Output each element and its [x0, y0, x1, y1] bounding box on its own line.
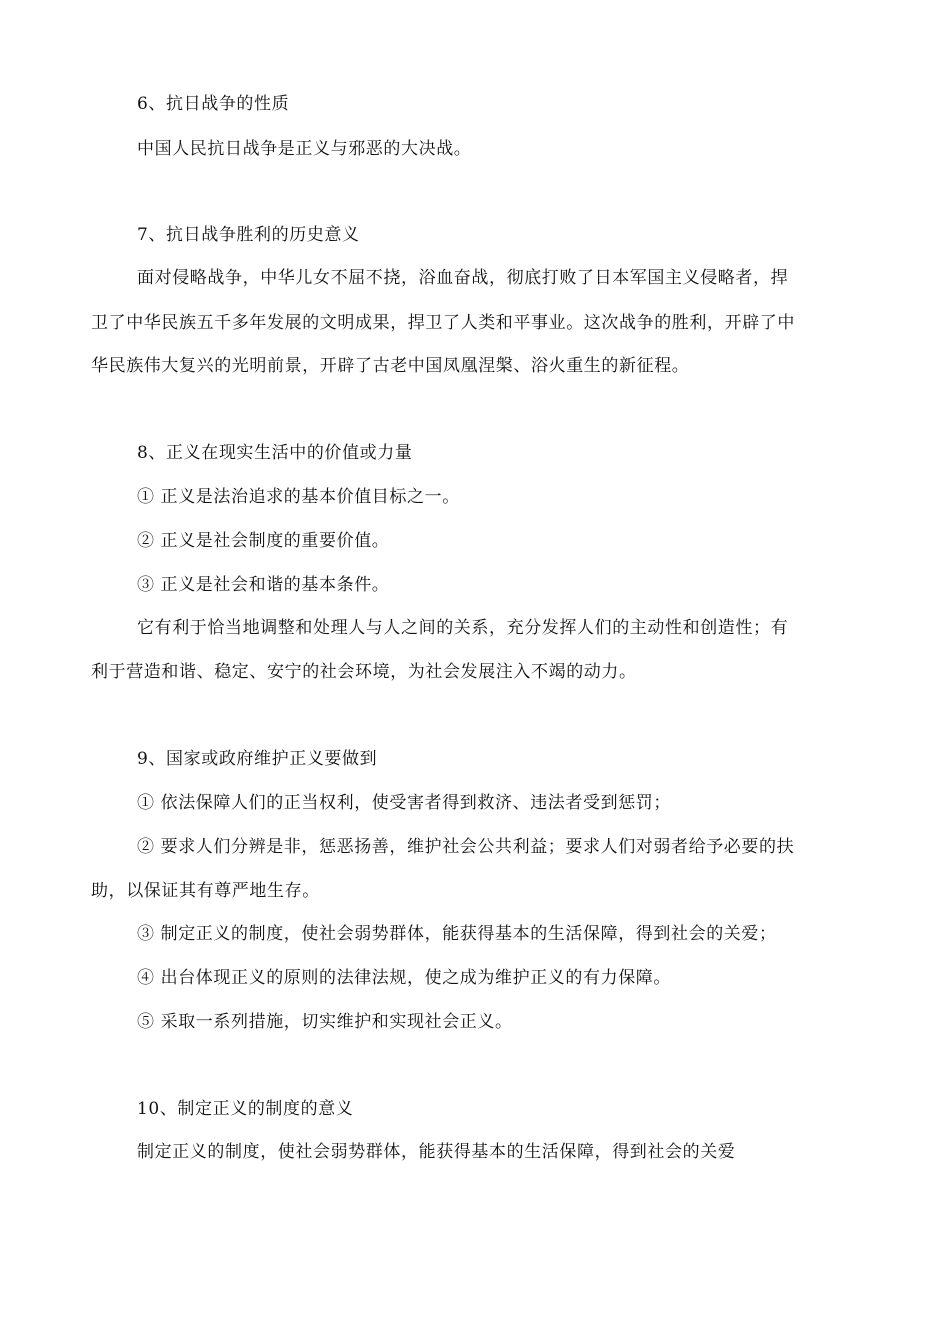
section-7-line-2: 卫了中华民族五千多年发展的文明成果，捍卫了人类和平事业。这次战争的胜利，开辟了中 [91, 313, 795, 333]
section-6-heading: 6、抗日战争的性质 [137, 94, 290, 114]
section-6-line-1: 中国人民抗日战争是正义与邪恶的大决战。 [137, 139, 472, 159]
section-7-line-1: 面对侵略战争，中华儿女不屈不挠，浴血奋战，彻底打败了日本军国主义侵略者，捍 [137, 268, 789, 288]
section-9-item-2-cont: 助，以保证其有尊严地生存。 [91, 881, 320, 901]
section-7-heading: 7、抗日战争胜利的历史意义 [137, 225, 360, 245]
section-8-item-3: ③ 正义是社会和谐的基本条件。 [137, 575, 390, 595]
section-7-line-3: 华民族伟大复兴的光明前景，开辟了古老中国凤凰涅槃、浴火重生的新征程。 [91, 356, 690, 376]
section-8-item-1: ① 正义是法治追求的基本价值目标之一。 [137, 487, 460, 507]
section-9-item-2: ② 要求人们分辨是非，惩恶扬善，维护社会公共利益；要求人们对弱者给予必要的扶 [137, 837, 795, 857]
section-8-heading: 8、正义在现实生活中的价值或力量 [137, 443, 413, 463]
section-8-line-4: 它有利于恰当地调整和处理人与人之间的关系，充分发挥人们的主动性和创造性；有 [137, 618, 789, 638]
section-9-heading: 9、国家或政府维护正义要做到 [137, 749, 378, 769]
section-10-line-1: 制定正义的制度，使社会弱势群体，能获得基本的生活保障，得到社会的关爱 [137, 1142, 736, 1162]
section-8-line-5: 利于营造和谐、稳定、安宁的社会环境，为社会发展注入不竭的动力。 [91, 662, 637, 682]
section-10-heading: 10、制定正义的制度的意义 [137, 1099, 354, 1119]
section-8-item-2: ② 正义是社会制度的重要价值。 [137, 531, 390, 551]
section-9-item-4: ④ 出台体现正义的原则的法律法规，使之成为维护正义的有力保障。 [137, 968, 672, 988]
section-9-item-1: ① 依法保障人们的正当权利，使受害者得到救济、违法者受到惩罚； [137, 793, 672, 813]
section-9-item-3: ③ 制定正义的制度，使社会弱势群体，能获得基本的生活保障，得到社会的关爱； [137, 924, 777, 944]
section-9-item-5: ⑤ 采取一系列措施，切实维护和实现社会正义。 [137, 1012, 513, 1032]
